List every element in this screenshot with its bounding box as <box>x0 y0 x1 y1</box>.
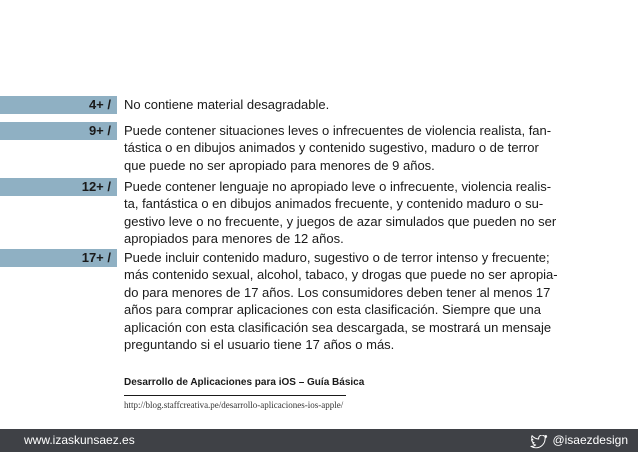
rating-description-line: do para menores de 17 años. Los consumidores deben tener al menos 17 <box>124 284 551 300</box>
rating-description-line: Puede contener lenguaje no apropiado leve o infrecuente, violencia realis- <box>124 179 552 194</box>
twitter-bird-icon <box>530 434 548 448</box>
rating-description <box>124 122 564 174</box>
rating-description-line: Puede incluir contenido maduro, sugestivo o de terror intenso y frecuente; <box>124 250 550 265</box>
rating-description-line: aplicación con esta clasificación sea descargada, se mostrará un mensaje <box>124 319 552 335</box>
rating-label: 4+ / <box>88 97 111 112</box>
rating-description-line: preguntando si el usuario tiene 17 años o más. <box>124 337 395 353</box>
rating-description-line: ta, fantástica o en dibujos animados frecuente, y contenido maduro o su- <box>124 196 544 212</box>
rating-label: 9+ / <box>88 123 111 138</box>
source-citation <box>124 377 364 411</box>
rating-description-line: tástica o en dibujos animados y contenido sugestivo, maduro o de terror <box>124 140 539 156</box>
twitter-handle-link[interactable] <box>530 429 628 452</box>
rating-bar <box>0 96 117 114</box>
rating-description <box>124 249 564 353</box>
rating-description-line: que puede no ser apropiado para menores de 9 años. <box>124 157 435 173</box>
rating-description: No contiene material desagradable. <box>124 97 330 112</box>
twitter-handle-text: @isaezdesign <box>552 433 628 447</box>
rating-description-line: apropiados para menores de 12 años. <box>124 231 344 247</box>
rating-bar <box>0 178 117 196</box>
rating-label: 12+ / <box>81 179 111 194</box>
rating-description-line: Puede contener situaciones leves o infrecuentes de violencia realista, fan- <box>124 123 552 138</box>
footer-bar <box>0 429 638 452</box>
rating-description-line: gestivo leve o no frecuente, y juegos de azar simulados que pueden no ser <box>124 213 557 229</box>
rating-description-line: años para comprar aplicaciones con esta clasificación. Siempre que una <box>124 302 541 318</box>
rating-bar <box>0 249 117 267</box>
rating-bar <box>0 122 117 140</box>
source-url-link[interactable]: http://blog.staffcreativa.pe/desarrollo-aplicaciones-ios-apple/ <box>124 400 344 410</box>
website-link[interactable]: www.izaskunsaez.es <box>24 433 135 447</box>
source-title: Desarrollo de Aplicaciones para iOS – Guía Básica <box>124 377 365 388</box>
rating-description-line: más contenido sexual, alcohol, tabaco, y drogas que puede no ser apropia- <box>124 267 558 283</box>
rating-description <box>124 178 564 248</box>
rating-label: 17+ / <box>81 250 111 265</box>
source-divider <box>124 395 346 396</box>
